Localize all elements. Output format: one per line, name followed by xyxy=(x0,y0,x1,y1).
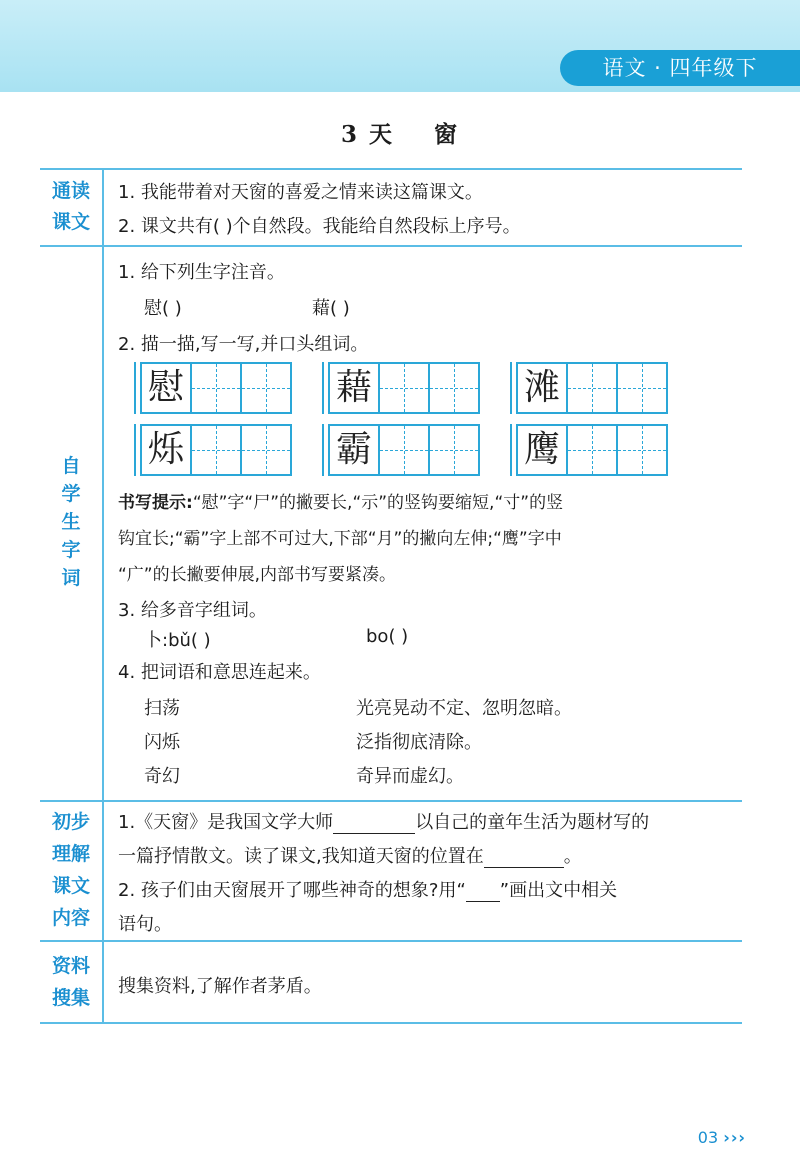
writing-tip-line-3: “广”的长撇要伸展,内部书写要紧凑。 xyxy=(118,565,397,585)
read-item-1: 1. 我能带着对天窗的喜爱之情来读这篇课文。 xyxy=(118,182,483,203)
grid-rail xyxy=(134,424,136,476)
grade-label: 语文 · 四年级下 xyxy=(560,50,800,86)
understand-item-1-line-2: 一篇抒情散文。读了课文,我知道天窗的位置在 。 xyxy=(118,846,582,867)
grid-char: 滩 xyxy=(516,362,568,414)
table-rule xyxy=(40,1022,742,1024)
grid-blank-cell[interactable] xyxy=(378,362,430,414)
grid-char: 烁 xyxy=(140,424,192,476)
grid-rail xyxy=(322,362,324,414)
grid-rail xyxy=(510,362,512,414)
read-item-2[interactable]: 2. 课文共有( )个自然段。我能给自然段标上序号。 xyxy=(118,216,521,237)
grid-char: 鹰 xyxy=(516,424,568,476)
grid-rail xyxy=(134,362,136,414)
page-number: 03 ››› xyxy=(697,1128,746,1147)
grid-blank-cell[interactable] xyxy=(240,424,292,476)
match-word[interactable]: 奇幻 xyxy=(144,766,180,787)
writing-grid xyxy=(516,362,666,414)
grid-blank-cell[interactable] xyxy=(616,424,668,476)
match-word[interactable]: 扫荡 xyxy=(144,698,180,719)
grid-char: 藉 xyxy=(328,362,380,414)
understand-item-2-line-1: 2. 孩子们由天窗展开了哪些神奇的想象?用“ ”画出文中相关 xyxy=(118,880,618,901)
pinyin-blank-2[interactable]: 藉( ) xyxy=(312,298,350,319)
lesson-title-part2: 窗 xyxy=(434,121,460,148)
words-item-2: 2. 描一描,写一写,并口头组词。 xyxy=(118,334,369,355)
grid-blank-cell[interactable] xyxy=(616,362,668,414)
pinyin-blank-1[interactable]: 慰( ) xyxy=(144,298,182,319)
grid-rail xyxy=(322,424,324,476)
table-rule xyxy=(40,168,742,170)
underline-marker xyxy=(466,882,500,902)
section-label-material: 资料 搜集 xyxy=(51,955,90,1009)
grid-rail xyxy=(510,424,512,476)
grid-blank-cell[interactable] xyxy=(428,424,480,476)
author-blank[interactable] xyxy=(333,814,415,834)
table-rule xyxy=(40,245,742,247)
lesson-title xyxy=(0,116,800,149)
writing-grid xyxy=(328,362,478,414)
words-item-3: 3. 给多音字组词。 xyxy=(118,600,267,621)
grid-char: 霸 xyxy=(328,424,380,476)
grid-blank-cell[interactable] xyxy=(240,362,292,414)
grid-blank-cell[interactable] xyxy=(566,362,618,414)
grid-char: 慰 xyxy=(140,362,192,414)
words-item-4: 4. 把词语和意思连起来。 xyxy=(118,662,321,683)
writing-grid xyxy=(516,424,666,476)
section-label-understand: 初步 理解 课文 内容 xyxy=(51,811,90,929)
polyphone-blank-2[interactable]: bo( ) xyxy=(366,626,409,647)
understand-item-1-line-1: 1.《天窗》是我国文学大师 以自己的童年生活为题材写的 xyxy=(118,812,650,833)
material-text: 搜集资料,了解作者茅盾。 xyxy=(118,976,322,997)
match-meaning[interactable]: 泛指彻底清除。 xyxy=(356,732,482,753)
location-blank[interactable] xyxy=(484,848,564,868)
section-label-words: 自 学 生 字 词 xyxy=(61,455,81,589)
understand-item-2-line-2: 语句。 xyxy=(118,914,172,935)
grid-blank-cell[interactable] xyxy=(378,424,430,476)
lesson-title-part1: 天 xyxy=(369,121,395,148)
section-label-read: 通读 课文 xyxy=(51,180,90,233)
table-rule xyxy=(40,940,742,942)
writing-grid xyxy=(140,362,290,414)
match-meaning[interactable]: 光亮晃动不定、忽明忽暗。 xyxy=(356,698,572,719)
chevrons-icon: ››› xyxy=(723,1128,746,1147)
match-word[interactable]: 闪烁 xyxy=(144,732,180,753)
grid-blank-cell[interactable] xyxy=(428,362,480,414)
lesson-number: 3 xyxy=(340,121,359,148)
match-meaning[interactable]: 奇异而虚幻。 xyxy=(356,766,464,787)
writing-grid xyxy=(328,424,478,476)
writing-tip-line-1: 书写提示:“慰”字“尸”的撇要长,“示”的竖钩要缩短,“寸”的竖 xyxy=(118,493,564,513)
grid-blank-cell[interactable] xyxy=(566,424,618,476)
words-item-1: 1. 给下列生字注音。 xyxy=(118,262,285,283)
polyphone-blank-1[interactable]: 卜:bǔ( ) xyxy=(144,630,211,651)
grid-blank-cell[interactable] xyxy=(190,424,242,476)
table-divider xyxy=(102,168,104,1024)
writing-tip-line-2: 钩宜长;“霸”字上部不可过大,下部“月”的撇向左伸;“鹰”字中 xyxy=(118,529,562,549)
grid-blank-cell[interactable] xyxy=(190,362,242,414)
table-rule xyxy=(40,800,742,802)
writing-grid xyxy=(140,424,290,476)
